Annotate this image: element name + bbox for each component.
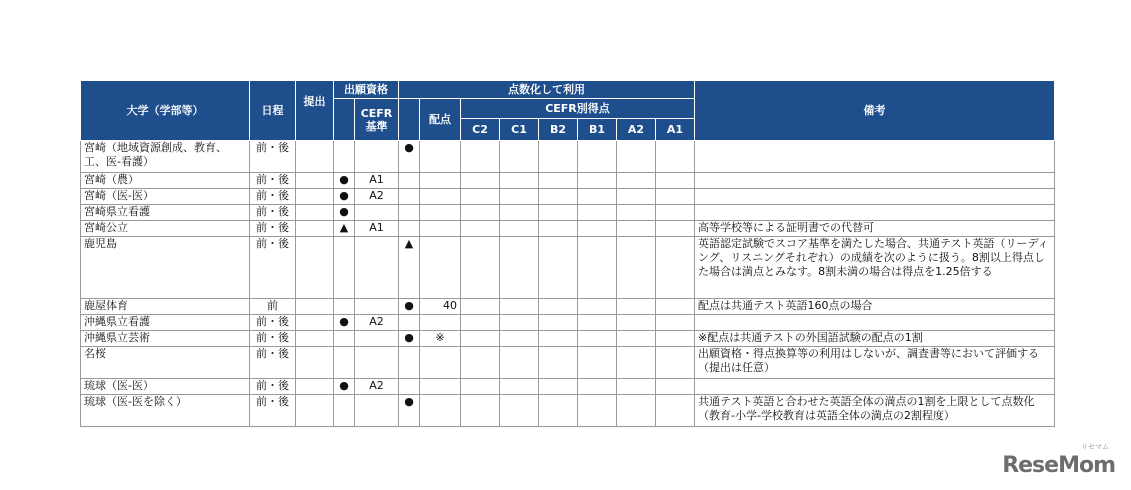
schedule-cell: 前・後 [250,347,296,379]
score-use-cell: ● [399,331,420,347]
university-requirements-table [80,80,1055,427]
score-use-cell [399,347,420,379]
remarks-cell [695,141,1055,173]
header-level: B2 [539,119,578,141]
cefr-cell [355,205,399,221]
cefr-cell: A2 [355,315,399,331]
allocation-cell [420,189,461,205]
cefr-cell [355,141,399,173]
header-eligibility: 出願資格 [334,81,399,99]
schedule-cell: 前・後 [250,379,296,395]
schedule-cell: 前・後 [250,221,296,237]
submission-cell [296,205,334,221]
remarks-cell [695,379,1055,395]
remarks-cell: 英語認定試験でスコア基準を満たした場合、共通テスト英語（リーディング、リスニングそれぞれ）の成績を次のように扱う。8割以上得点した場合は満点とみなす。8割未満の場合は得点を1.25倍する [695,237,1055,299]
eligibility-cell: ▲ [334,221,355,237]
eligibility-cell: ● [334,315,355,331]
score-use-cell: ● [399,299,420,315]
eligibility-cell [334,237,355,299]
schedule-cell: 前・後 [250,395,296,427]
header-level: C2 [461,119,500,141]
submission-cell [296,189,334,205]
university-cell: 琉球（医-医） [81,379,250,395]
schedule-cell: 前 [250,299,296,315]
schedule-cell: 前・後 [250,189,296,205]
header-cefr-scores: CEFR別得点 [461,99,695,119]
header-level: A2 [617,119,656,141]
remarks-cell [695,173,1055,189]
cefr-cell: A2 [355,379,399,395]
header-level: B1 [578,119,617,141]
table-row [81,347,1055,379]
university-cell: 琉球（医-医を除く） [81,395,250,427]
university-cell: 宮崎（医-医） [81,189,250,205]
university-cell: 宮崎公立 [81,221,250,237]
cefr-cell: A1 [355,221,399,237]
submission-cell [296,237,334,299]
remarks-cell [695,205,1055,221]
submission-cell [296,331,334,347]
cefr-cell: A1 [355,173,399,189]
submission-cell [296,347,334,379]
submission-cell [296,299,334,315]
eligibility-cell [334,141,355,173]
allocation-cell [420,395,461,427]
header-schedule: 日程 [250,81,296,141]
university-cell: 鹿屋体育 [81,299,250,315]
remarks-cell: 出願資格・得点換算等の利用はしないが、調査書等において評価する（提出は任意） [695,347,1055,379]
table-row [81,205,1055,221]
remarks-cell: 配点は共通テスト英語160点の場合 [695,299,1055,315]
eligibility-cell: ● [334,189,355,205]
score-use-cell: ● [399,141,420,173]
university-cell: 宮崎（地域資源創成、教育、工、医-看護） [81,141,250,173]
table-row [81,395,1055,427]
allocation-cell: 40 [420,299,461,315]
schedule-cell: 前・後 [250,141,296,173]
submission-cell [296,173,334,189]
cefr-cell [355,237,399,299]
score-use-cell [399,315,420,331]
submission-cell [296,221,334,237]
table-row [81,331,1055,347]
header-allocation: 配点 [420,99,461,141]
allocation-cell [420,315,461,331]
table-row [81,173,1055,189]
university-cell: 名桜 [81,347,250,379]
remarks-cell: 高等学校等による証明書での代替可 [695,221,1055,237]
remarks-cell: 共通テスト英語と合わせた英語全体の満点の1割を上限として点数化（教育-小学-学校教育は英語全体の満点の2割程度） [695,395,1055,427]
header-university: 大学（学部等） [81,81,250,141]
table-row [81,315,1055,331]
table-row [81,299,1055,315]
eligibility-cell [334,347,355,379]
score-use-cell [399,205,420,221]
schedule-cell: 前・後 [250,331,296,347]
score-use-cell [399,221,420,237]
schedule-cell: 前・後 [250,173,296,189]
header-score-use: 点数化して利用 [399,81,695,99]
cefr-cell [355,331,399,347]
allocation-cell [420,205,461,221]
allocation-cell [420,237,461,299]
submission-cell [296,141,334,173]
cefr-cell [355,395,399,427]
table-row [81,189,1055,205]
header-cefr-standard: CEFR 基準 [355,99,399,141]
allocation-cell [420,347,461,379]
score-use-cell: ▲ [399,237,420,299]
university-cell: 沖縄県立看護 [81,315,250,331]
schedule-cell: 前・後 [250,205,296,221]
university-cell: 鹿児島 [81,237,250,299]
score-use-cell [399,189,420,205]
header-level: C1 [500,119,539,141]
header-level: A1 [656,119,695,141]
eligibility-cell: ● [334,379,355,395]
schedule-cell: 前・後 [250,237,296,299]
allocation-cell: ※ [420,331,461,347]
allocation-cell [420,379,461,395]
table-row [81,141,1055,173]
eligibility-cell: ● [334,173,355,189]
score-use-cell [399,173,420,189]
eligibility-cell: ● [334,205,355,221]
header-remarks: 備考 [695,81,1055,141]
remarks-cell [695,189,1055,205]
eligibility-cell [334,395,355,427]
header-eligibility-blank [334,99,355,141]
cefr-cell [355,347,399,379]
eligibility-cell [334,331,355,347]
table-row [81,379,1055,395]
score-use-cell [399,379,420,395]
submission-cell [296,379,334,395]
submission-cell [296,395,334,427]
allocation-cell [420,141,461,173]
university-cell: 宮崎（農） [81,173,250,189]
remarks-cell [695,315,1055,331]
score-use-cell: ● [399,395,420,427]
table-row [81,237,1055,299]
university-cell: 沖縄県立芸術 [81,331,250,347]
university-cell: 宮崎県立看護 [81,205,250,221]
cefr-cell: A2 [355,189,399,205]
logo-subtext: リセマム [1081,443,1109,451]
resemom-logo: ReseMom [1002,453,1115,478]
header-submission: 提出 [296,81,334,141]
schedule-cell: 前・後 [250,315,296,331]
header-use-blank [399,99,420,141]
cefr-cell [355,299,399,315]
submission-cell [296,315,334,331]
table-row [81,221,1055,237]
eligibility-cell [334,299,355,315]
allocation-cell [420,173,461,189]
remarks-cell: ※配点は共通テストの外国語試験の配点の1割 [695,331,1055,347]
allocation-cell [420,221,461,237]
